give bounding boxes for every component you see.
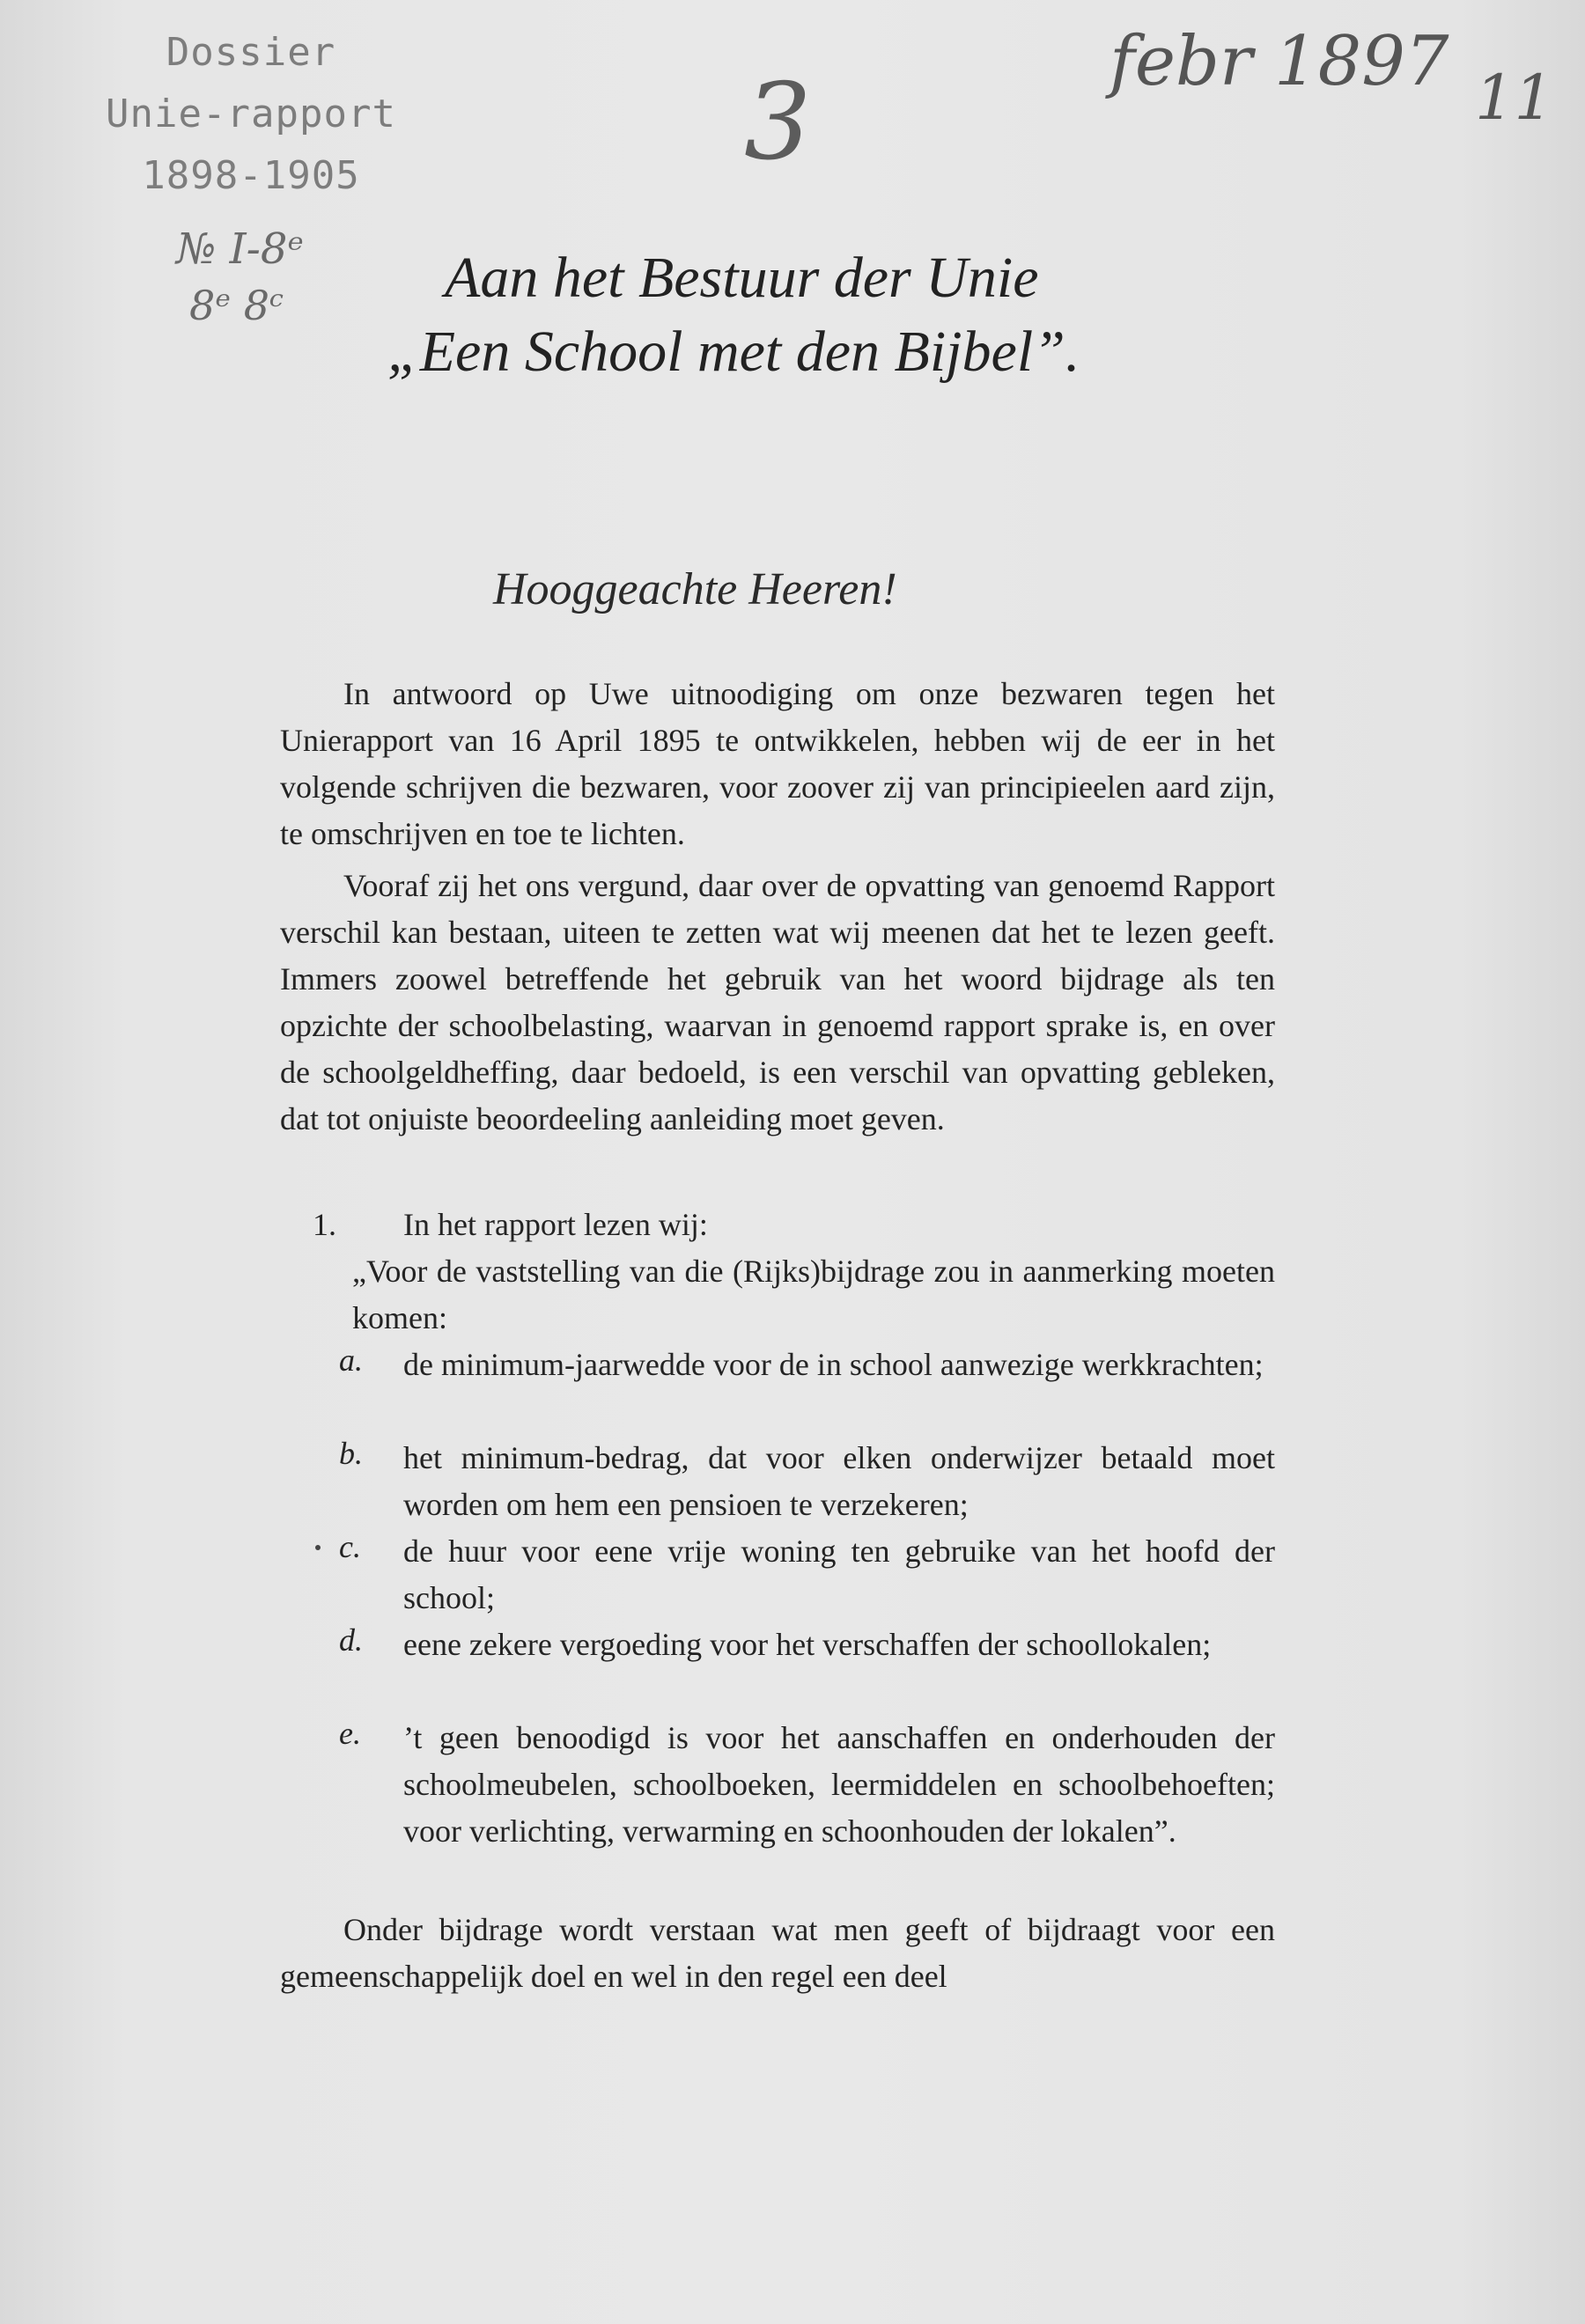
item-1-number-text: 1. [313, 1207, 336, 1242]
paragraph-intro [280, 671, 1275, 857]
stamp-line-years: 1898-1905 [142, 153, 360, 198]
address-line-1: Aan het Bestuur der Unie [445, 246, 1039, 310]
item-1-intro [403, 1202, 708, 1248]
paper-speck [315, 1545, 321, 1550]
item-1-number [313, 1202, 336, 1248]
handwritten-page-number: 11 [1475, 62, 1554, 134]
stamp-line-dossier: Dossier [166, 30, 336, 75]
salutation: Hooggeachte Heeren! [493, 564, 897, 614]
sub-item-d-text: eene zekere vergoeding voor het verschaffen der schoollokalen; [403, 1627, 1212, 1662]
handwritten-reference: 8ᵉ 8ᶜ [189, 282, 284, 329]
sub-item-e-text: ’t geen benoodigd is voor het aanschaffen en onderhouden der schoolmeubelen, schoolboeken, leermiddelen en schoolbehoeften; voor verlichting, verwarming en schoonhouden der lokalen”. [403, 1720, 1275, 1849]
paragraph-preface-text: Vooraf zij het ons vergund, daar over de opvatting van genoemd Rapport verschil kan bestaan, uiteen te zetten wat wij meenen dat het te lezen geeft. Immers zoowel betreffende het gebruik van het woord bijdrage als ten opzichte der schoolbelasting, waarvan in genoemd rapport sprake is, en over de schoolgeldheffing, daar bedoeld, is een verschil van opvatting gebleken, dat tot onjuiste beoordeeling aanleiding moet geven. [280, 868, 1275, 1136]
sub-item-a-letter: a. [339, 1342, 363, 1378]
item-1-intro-text: In het rapport lezen wij: [403, 1207, 708, 1242]
paragraph-closing [280, 1907, 1275, 2000]
address-line-2: „Een School met den Bijbel”. [387, 320, 1080, 384]
item-1-quote: „Voor de vaststelling van die (Rijks)bijdrage zou in aanmerking moeten komen: [352, 1254, 1275, 1335]
stamp-line-number: № I-8ᵉ [176, 224, 304, 274]
paragraph-intro-text: In antwoord op Uwe uitnoodiging om onze bezwaren tegen het Unierapport van 16 April 1895 te ontwikkelen, hebben wij de eer in het volgende schrijven die bezwaren, voor zoover zij van principieelen aard zijn, te omschrijven en toe te lichten. [280, 676, 1275, 851]
sub-item-a-text: de minimum-jaarwedde voor de in school aanwezige werkkrachten; [403, 1347, 1264, 1382]
stamp-line-report: Unie-rapport [106, 92, 396, 136]
paragraph-preface [280, 863, 1275, 1143]
sub-item-b-text: het minimum-bedrag, dat voor elken onderwijzer betaald moet worden om hem een pensioen te verzekeren; [403, 1440, 1275, 1522]
handwritten-date: febr 1897 [1110, 22, 1449, 101]
archive-stamp [84, 22, 418, 207]
sub-item-c-text: de huur voor eene vrije woning ten gebruike van het hoofd der school; [403, 1533, 1275, 1615]
paragraph-closing-text: Onder bijdrage wordt verstaan wat men geeft of bijdraagt voor een gemeenschappelijk doel en wel in den regel een deel [280, 1912, 1275, 1994]
handwritten-folio: 3 [744, 62, 812, 184]
sub-item-c-letter: c. [339, 1529, 361, 1564]
sub-item-b-letter: b. [339, 1436, 363, 1471]
sub-item-e-letter: e. [339, 1716, 361, 1751]
sub-item-d-letter: d. [339, 1622, 363, 1658]
